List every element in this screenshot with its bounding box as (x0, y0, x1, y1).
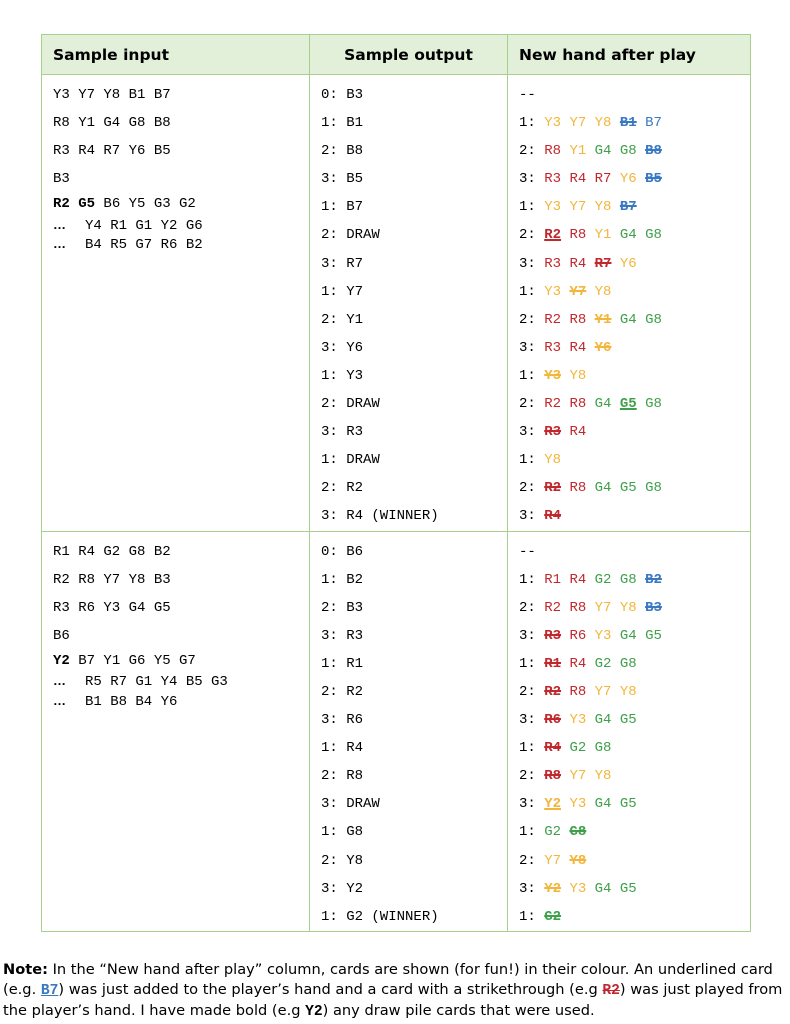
card: G8 (645, 311, 662, 328)
note-example-added: B7 (40, 983, 59, 999)
draw-pile-block (42, 650, 309, 711)
sample-output-block (310, 75, 507, 531)
card: Y3 (544, 283, 562, 300)
output-line: 3: B5 (321, 171, 364, 188)
hand-line (508, 390, 750, 418)
continuation-marker: … (53, 692, 66, 708)
output-line: 3: R4 (WINNER) (321, 508, 439, 525)
output-line: 3: R3 (321, 627, 364, 644)
hand-line (508, 734, 750, 762)
input-hand-line: R3 R4 R7 Y6 B5 (53, 143, 171, 160)
output-line: 1: B2 (321, 571, 364, 588)
example-section-row (42, 531, 751, 931)
card: R3 (544, 171, 562, 188)
card: R8 (569, 311, 587, 328)
input-hand-line: R1 R4 G2 G8 B2 (53, 543, 171, 560)
card: Y2 (544, 880, 562, 897)
player-label: 3: (519, 712, 536, 729)
output-line: 2: Y1 (321, 311, 364, 328)
card: G8 (645, 480, 662, 497)
player-label: 3: (519, 880, 536, 897)
card: G2 (594, 571, 612, 588)
card: Y8 (594, 768, 612, 785)
new-hand-cell (508, 531, 751, 931)
card: R6 (569, 627, 587, 644)
card: G4 (594, 880, 612, 897)
card: R2 (544, 599, 562, 616)
card: B7 (619, 199, 637, 216)
examples-table (41, 34, 751, 932)
sample-input-cell (42, 531, 310, 931)
player-label: 2: (519, 143, 536, 160)
footnote (3, 960, 785, 1022)
output-line: 2: B8 (321, 143, 364, 160)
card: Y7 (594, 683, 612, 700)
card: R2 (544, 396, 562, 413)
draw-pile-block (42, 193, 309, 254)
output-line: 0: B6 (321, 543, 364, 560)
card: G5 (619, 712, 637, 729)
card: R3 (544, 339, 562, 356)
card: Y1 (569, 143, 587, 160)
card: G5 (619, 396, 637, 413)
hand-line (508, 221, 750, 249)
hand-line (508, 903, 750, 931)
draw-pile-line (53, 215, 309, 235)
output-line: 2: R2 (321, 480, 364, 497)
output-line: 2: DRAW (321, 227, 380, 244)
card: G2 (544, 908, 562, 925)
player-label: 1: (519, 740, 536, 757)
card: Y7 (569, 199, 587, 216)
draw-cards: R5 R7 G1 Y4 B5 G3 (85, 674, 228, 691)
output-line: 3: R3 (321, 424, 364, 441)
card: Y3 (544, 115, 562, 132)
card: G4 (619, 311, 637, 328)
card: R1 (544, 571, 562, 588)
draw-pile-line (53, 691, 309, 711)
card: G8 (619, 571, 637, 588)
player-label: 3: (519, 796, 536, 813)
hand-line (508, 278, 750, 306)
note-example-bold: Y2 (305, 1004, 323, 1020)
player-label: 1: (519, 367, 536, 384)
card: G5 (619, 880, 637, 897)
card: R3 (544, 255, 562, 272)
card: Y1 (594, 227, 612, 244)
output-line: 2: Y8 (321, 852, 364, 869)
continuation-marker: … (53, 236, 66, 252)
example-section-row (42, 75, 751, 532)
output-line: 1: G8 (321, 824, 364, 841)
player-label: 1: (519, 452, 536, 469)
hand-line (508, 790, 750, 818)
card: -- (519, 87, 536, 103)
card: B5 (645, 171, 662, 188)
hand-line (508, 250, 750, 278)
card: R4 (569, 424, 587, 441)
card: Y7 (569, 768, 587, 785)
table-header-row (42, 35, 751, 75)
card: R4 (569, 255, 587, 272)
hand-line (508, 818, 750, 846)
new-hand-block (508, 75, 750, 531)
output-line: 3: Y6 (321, 339, 364, 356)
card: Y8 (619, 683, 637, 700)
card: G4 (594, 143, 612, 160)
card: Y6 (619, 171, 637, 188)
card: R4 (569, 571, 587, 588)
hand-line (508, 502, 750, 530)
card: G8 (619, 143, 637, 160)
card: G8 (569, 824, 587, 841)
card: R4 (569, 171, 587, 188)
output-line: 2: DRAW (321, 396, 380, 413)
card: Y8 (569, 852, 587, 869)
output-line: 1: Y3 (321, 367, 364, 384)
hand-line (508, 678, 750, 706)
card: R8 (569, 396, 587, 413)
output-line: 1: G2 (WINNER) (321, 908, 439, 925)
note-label: Note: (3, 961, 48, 978)
sample-output-cell (310, 531, 508, 931)
header-sample-input: Sample input (42, 35, 310, 75)
sample-output-cell (310, 75, 508, 532)
sample-input-block (42, 532, 309, 711)
card: Y8 (594, 115, 612, 132)
input-hand-line: R3 R6 Y3 G4 G5 (53, 599, 171, 616)
output-line: 1: B7 (321, 199, 364, 216)
draw-cards: B4 R5 G7 R6 B2 (85, 237, 203, 254)
player-label: 2: (519, 311, 536, 328)
card: Y3 (569, 880, 587, 897)
hand-line (508, 109, 750, 137)
note-text-2: ) was just added to the player’s hand and a card with a strikethrough (e.g (58, 981, 603, 998)
card: R7 (594, 171, 612, 188)
new-hand-block (508, 532, 750, 931)
hand-line (508, 418, 750, 446)
card: G5 (645, 627, 662, 644)
player-label: 1: (519, 908, 536, 925)
player-label: 1: (519, 199, 536, 216)
player-label: 3: (519, 255, 536, 272)
continuation-marker: … (53, 673, 66, 689)
input-hand-line: B6 (53, 627, 70, 644)
output-line: 1: B1 (321, 115, 364, 132)
used-draw-cards: Y2 (53, 652, 70, 669)
input-hand-line: Y3 Y7 Y8 B1 B7 (53, 87, 171, 103)
card: B8 (645, 143, 662, 160)
card: B7 (645, 115, 662, 132)
output-line: 0: B3 (321, 87, 364, 103)
card: Y2 (544, 796, 562, 813)
card: R8 (569, 599, 587, 616)
sample-input-block (42, 75, 309, 254)
player-label: 2: (519, 852, 536, 869)
input-hand-line: R2 R8 Y7 Y8 B3 (53, 571, 171, 588)
output-line: 3: Y2 (321, 880, 364, 897)
card: R8 (569, 683, 587, 700)
header-sample-output: Sample output (310, 35, 508, 75)
card: R4 (544, 508, 562, 525)
output-line: 3: R7 (321, 255, 364, 272)
output-line: 1: DRAW (321, 452, 380, 469)
header-new-hand: New hand after play (508, 35, 751, 75)
hand-line (508, 650, 750, 678)
player-label: 3: (519, 627, 536, 644)
player-label: 1: (519, 283, 536, 300)
player-label: 2: (519, 768, 536, 785)
draw-cards: Y4 R1 G1 Y2 G6 (85, 217, 203, 234)
card: Y8 (594, 283, 612, 300)
card: G8 (619, 655, 637, 672)
card: R8 (569, 480, 587, 497)
output-line: 1: Y7 (321, 283, 364, 300)
card: B2 (645, 571, 662, 588)
card: G8 (594, 740, 612, 757)
note-text-3: ) was just played from the player’s hand. I have made bold (e.g (3, 981, 783, 1019)
note-text-4: ) any draw pile cards that were used. (322, 1002, 595, 1019)
card: Y7 (594, 599, 612, 616)
hand-line (508, 474, 750, 502)
card: G4 (594, 796, 612, 813)
note-text-1: In the “New hand after play” column, cards are shown (for fun!) in their colour. An underlined card (e.g. (3, 961, 773, 998)
hand-line (508, 334, 750, 362)
sample-input-cell (42, 75, 310, 532)
card: R3 (544, 424, 562, 441)
player-label: 2: (519, 480, 536, 497)
note-example-played: R2 (602, 983, 620, 999)
card: B1 (619, 115, 637, 132)
card: Y3 (544, 199, 562, 216)
draw-pile-line (53, 234, 309, 254)
output-line: 2: R8 (321, 768, 364, 785)
player-label: 2: (519, 683, 536, 700)
hand-line (508, 81, 750, 109)
player-label: 3: (519, 339, 536, 356)
examples-sheet (3, 34, 783, 1020)
card: R2 (544, 311, 562, 328)
card: R8 (544, 768, 562, 785)
output-line: 1: R4 (321, 740, 364, 757)
output-line: 2: B3 (321, 599, 364, 616)
card: G8 (645, 227, 662, 244)
card: R2 (544, 227, 562, 244)
player-label: 3: (519, 171, 536, 188)
draw-pile-line (53, 671, 309, 691)
card: R2 (544, 480, 562, 497)
output-line: 3: DRAW (321, 796, 380, 813)
card: Y3 (569, 796, 587, 813)
player-label: 1: (519, 115, 536, 132)
output-line: 3: R6 (321, 712, 364, 729)
card: G4 (594, 396, 612, 413)
card: Y1 (594, 311, 612, 328)
card: G4 (619, 227, 637, 244)
card: Y8 (594, 199, 612, 216)
card: R6 (544, 712, 562, 729)
player-label: 3: (519, 508, 536, 525)
card: Y8 (569, 367, 587, 384)
hand-line (508, 446, 750, 474)
card: G8 (645, 396, 662, 413)
card: R2 (544, 683, 562, 700)
card: G2 (569, 740, 587, 757)
player-label: 1: (519, 655, 536, 672)
card: R7 (594, 255, 612, 272)
used-draw-cards: R2 G5 (53, 196, 96, 213)
hand-line (508, 847, 750, 875)
card: Y7 (569, 115, 587, 132)
draw-cards: B7 Y1 G6 Y5 G7 (69, 652, 196, 669)
output-line: 1: R1 (321, 655, 364, 672)
hand-line (508, 706, 750, 734)
player-label: 3: (519, 424, 536, 441)
hand-line (508, 622, 750, 650)
player-label: 1: (519, 571, 536, 588)
draw-pile-line (53, 195, 309, 215)
hand-line (508, 566, 750, 594)
output-line: 2: R2 (321, 683, 364, 700)
card: G2 (544, 824, 562, 841)
sample-output-block (310, 532, 507, 931)
card: Y3 (569, 712, 587, 729)
continuation-marker: … (53, 216, 66, 232)
hand-line (508, 762, 750, 790)
card: G4 (594, 712, 612, 729)
card: G5 (619, 796, 637, 813)
hand-line (508, 165, 750, 193)
card: R3 (544, 627, 562, 644)
hand-line (508, 538, 750, 566)
hand-line (508, 362, 750, 390)
player-label: 2: (519, 396, 536, 413)
card: R4 (544, 740, 562, 757)
card: -- (519, 543, 536, 560)
card: G4 (619, 627, 637, 644)
hand-line (508, 875, 750, 903)
card: Y6 (594, 339, 612, 356)
card: R1 (544, 655, 562, 672)
card: Y3 (544, 367, 562, 384)
card: R4 (569, 339, 587, 356)
card: Y8 (544, 452, 562, 469)
player-label: 1: (519, 824, 536, 841)
hand-line (508, 137, 750, 165)
hand-line (508, 306, 750, 334)
draw-cards: B1 B8 B4 Y6 (85, 693, 178, 710)
draw-pile-line (53, 652, 309, 672)
card: R4 (569, 655, 587, 672)
card: Y3 (594, 627, 612, 644)
card: R8 (544, 143, 562, 160)
card: Y7 (544, 852, 562, 869)
card: G2 (594, 655, 612, 672)
input-hand-line: B3 (53, 171, 70, 188)
card: Y7 (569, 283, 587, 300)
card: G4 (594, 480, 612, 497)
player-label: 2: (519, 599, 536, 616)
player-label: 2: (519, 227, 536, 244)
card: Y6 (619, 255, 637, 272)
card: Y8 (619, 599, 637, 616)
card: G5 (619, 480, 637, 497)
draw-cards: B6 Y5 G3 G2 (95, 196, 196, 213)
new-hand-cell (508, 75, 751, 532)
hand-line (508, 594, 750, 622)
card: B3 (645, 599, 662, 616)
hand-line (508, 193, 750, 221)
card: R8 (569, 227, 587, 244)
input-hand-line: R8 Y1 G4 G8 B8 (53, 115, 171, 132)
